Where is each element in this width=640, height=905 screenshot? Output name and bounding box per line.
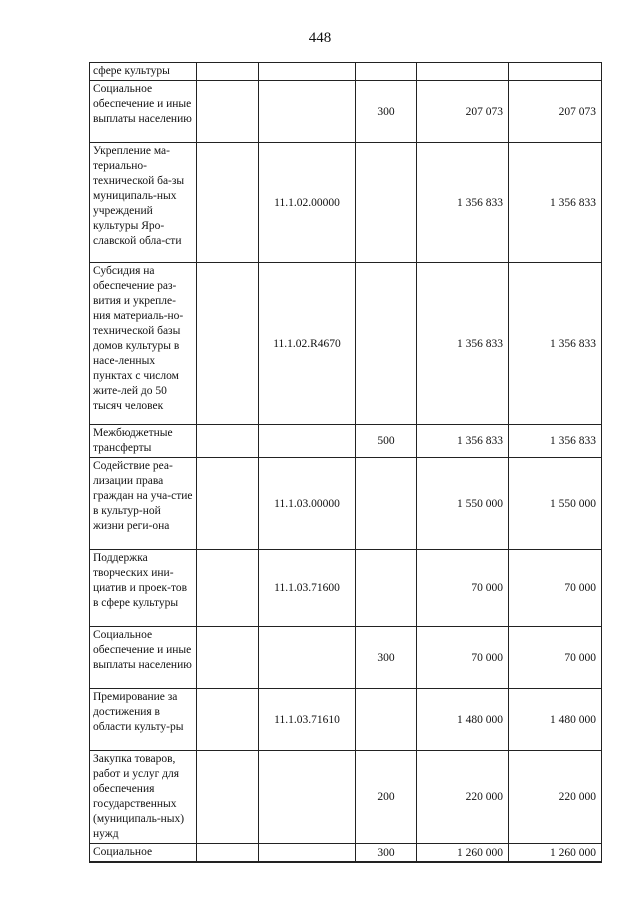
empty-cell	[197, 550, 259, 627]
row-code	[259, 81, 356, 143]
row-value-1: 1 550 000	[417, 458, 509, 550]
row-type: 300	[356, 627, 417, 689]
row-value-2: 207 073	[509, 81, 602, 143]
row-value-1: 1 356 833	[417, 425, 509, 458]
row-type: 500	[356, 425, 417, 458]
empty-cell	[197, 63, 259, 81]
row-type	[356, 689, 417, 751]
row-value-1: 1 356 833	[417, 143, 509, 263]
row-code: 11.1.02.R4670	[259, 263, 356, 425]
empty-cell	[197, 458, 259, 550]
row-value-2: 220 000	[509, 751, 602, 844]
page-number: 448	[308, 30, 332, 46]
table-row	[90, 550, 602, 627]
row-value-1: 70 000	[417, 627, 509, 689]
row-value-1: 207 073	[417, 81, 509, 143]
row-value-2: 70 000	[509, 550, 602, 627]
row-type: 200	[356, 751, 417, 844]
row-value-1: 70 000	[417, 550, 509, 627]
row-value-2: 1 260 000	[509, 844, 602, 863]
empty-cell	[197, 81, 259, 143]
row-type	[356, 143, 417, 263]
row-value-1: 1 260 000	[417, 844, 509, 863]
row-value-2: 1 356 833	[509, 263, 602, 425]
row-type: 300	[356, 844, 417, 863]
row-name: Укрепление ма-териально-технической ба-зы муниципаль-ных учреждений культуры Яро-славской обла-сти	[90, 143, 197, 263]
empty-cell	[197, 844, 259, 863]
empty-cell	[197, 263, 259, 425]
row-code: 11.1.02.00000	[259, 143, 356, 263]
row-value-1	[417, 63, 509, 81]
row-code	[259, 425, 356, 458]
row-code	[259, 844, 356, 863]
table-row	[90, 627, 602, 689]
row-code	[259, 63, 356, 81]
row-name: Социальное обеспечение и иные выплаты населению	[90, 627, 197, 689]
row-value-2: 1 480 000	[509, 689, 602, 751]
row-name: Поддержка творческих ини-циатив и проек-тов в сфере культуры	[90, 550, 197, 627]
table-row	[90, 458, 602, 550]
row-name: Межбюджетные трансферты	[90, 425, 197, 458]
empty-cell	[197, 627, 259, 689]
row-name: Премирование за достижения в области культу-ры	[90, 689, 197, 751]
row-type	[356, 263, 417, 425]
row-code	[259, 751, 356, 844]
row-code	[259, 627, 356, 689]
row-type	[356, 63, 417, 81]
table-row	[90, 689, 602, 751]
row-value-1: 1 480 000	[417, 689, 509, 751]
empty-cell	[197, 425, 259, 458]
row-value-2: 70 000	[509, 627, 602, 689]
table-row	[90, 751, 602, 844]
table-row	[90, 263, 602, 425]
row-code: 11.1.03.00000	[259, 458, 356, 550]
row-name: Субсидия на обеспечение раз-вития и укрепле-ния материаль-но-технической базы домов культуры в насе-ленных пунктах с числом жите-лей до 50 тысяч человек	[90, 263, 197, 425]
row-name: Социальное	[90, 844, 197, 863]
empty-cell	[197, 689, 259, 751]
row-type	[356, 550, 417, 627]
row-name: Социальное обеспечение и иные выплаты населению	[90, 81, 197, 143]
row-value-2: 1 356 833	[509, 425, 602, 458]
table-row	[90, 81, 602, 143]
row-value-2: 1 550 000	[509, 458, 602, 550]
row-name: Закупка товаров, работ и услуг для обеспечения государственных (муниципаль-ных) нужд	[90, 751, 197, 844]
row-value-2: 1 356 833	[509, 143, 602, 263]
row-name: сфере культуры	[90, 63, 197, 81]
table-row	[90, 844, 602, 863]
empty-cell	[197, 751, 259, 844]
table-row	[90, 143, 602, 263]
table-row	[90, 63, 602, 81]
empty-cell	[197, 143, 259, 263]
row-value-1: 1 356 833	[417, 263, 509, 425]
row-value-1: 220 000	[417, 751, 509, 844]
row-value-2	[509, 63, 602, 81]
row-code: 11.1.03.71610	[259, 689, 356, 751]
row-name: Содействие реа-лизации права граждан на уча-стие в культур-ной жизни реги-она	[90, 458, 197, 550]
budget-table	[89, 62, 602, 863]
row-type	[356, 458, 417, 550]
row-code: 11.1.03.71600	[259, 550, 356, 627]
row-type: 300	[356, 81, 417, 143]
table-row	[90, 425, 602, 458]
